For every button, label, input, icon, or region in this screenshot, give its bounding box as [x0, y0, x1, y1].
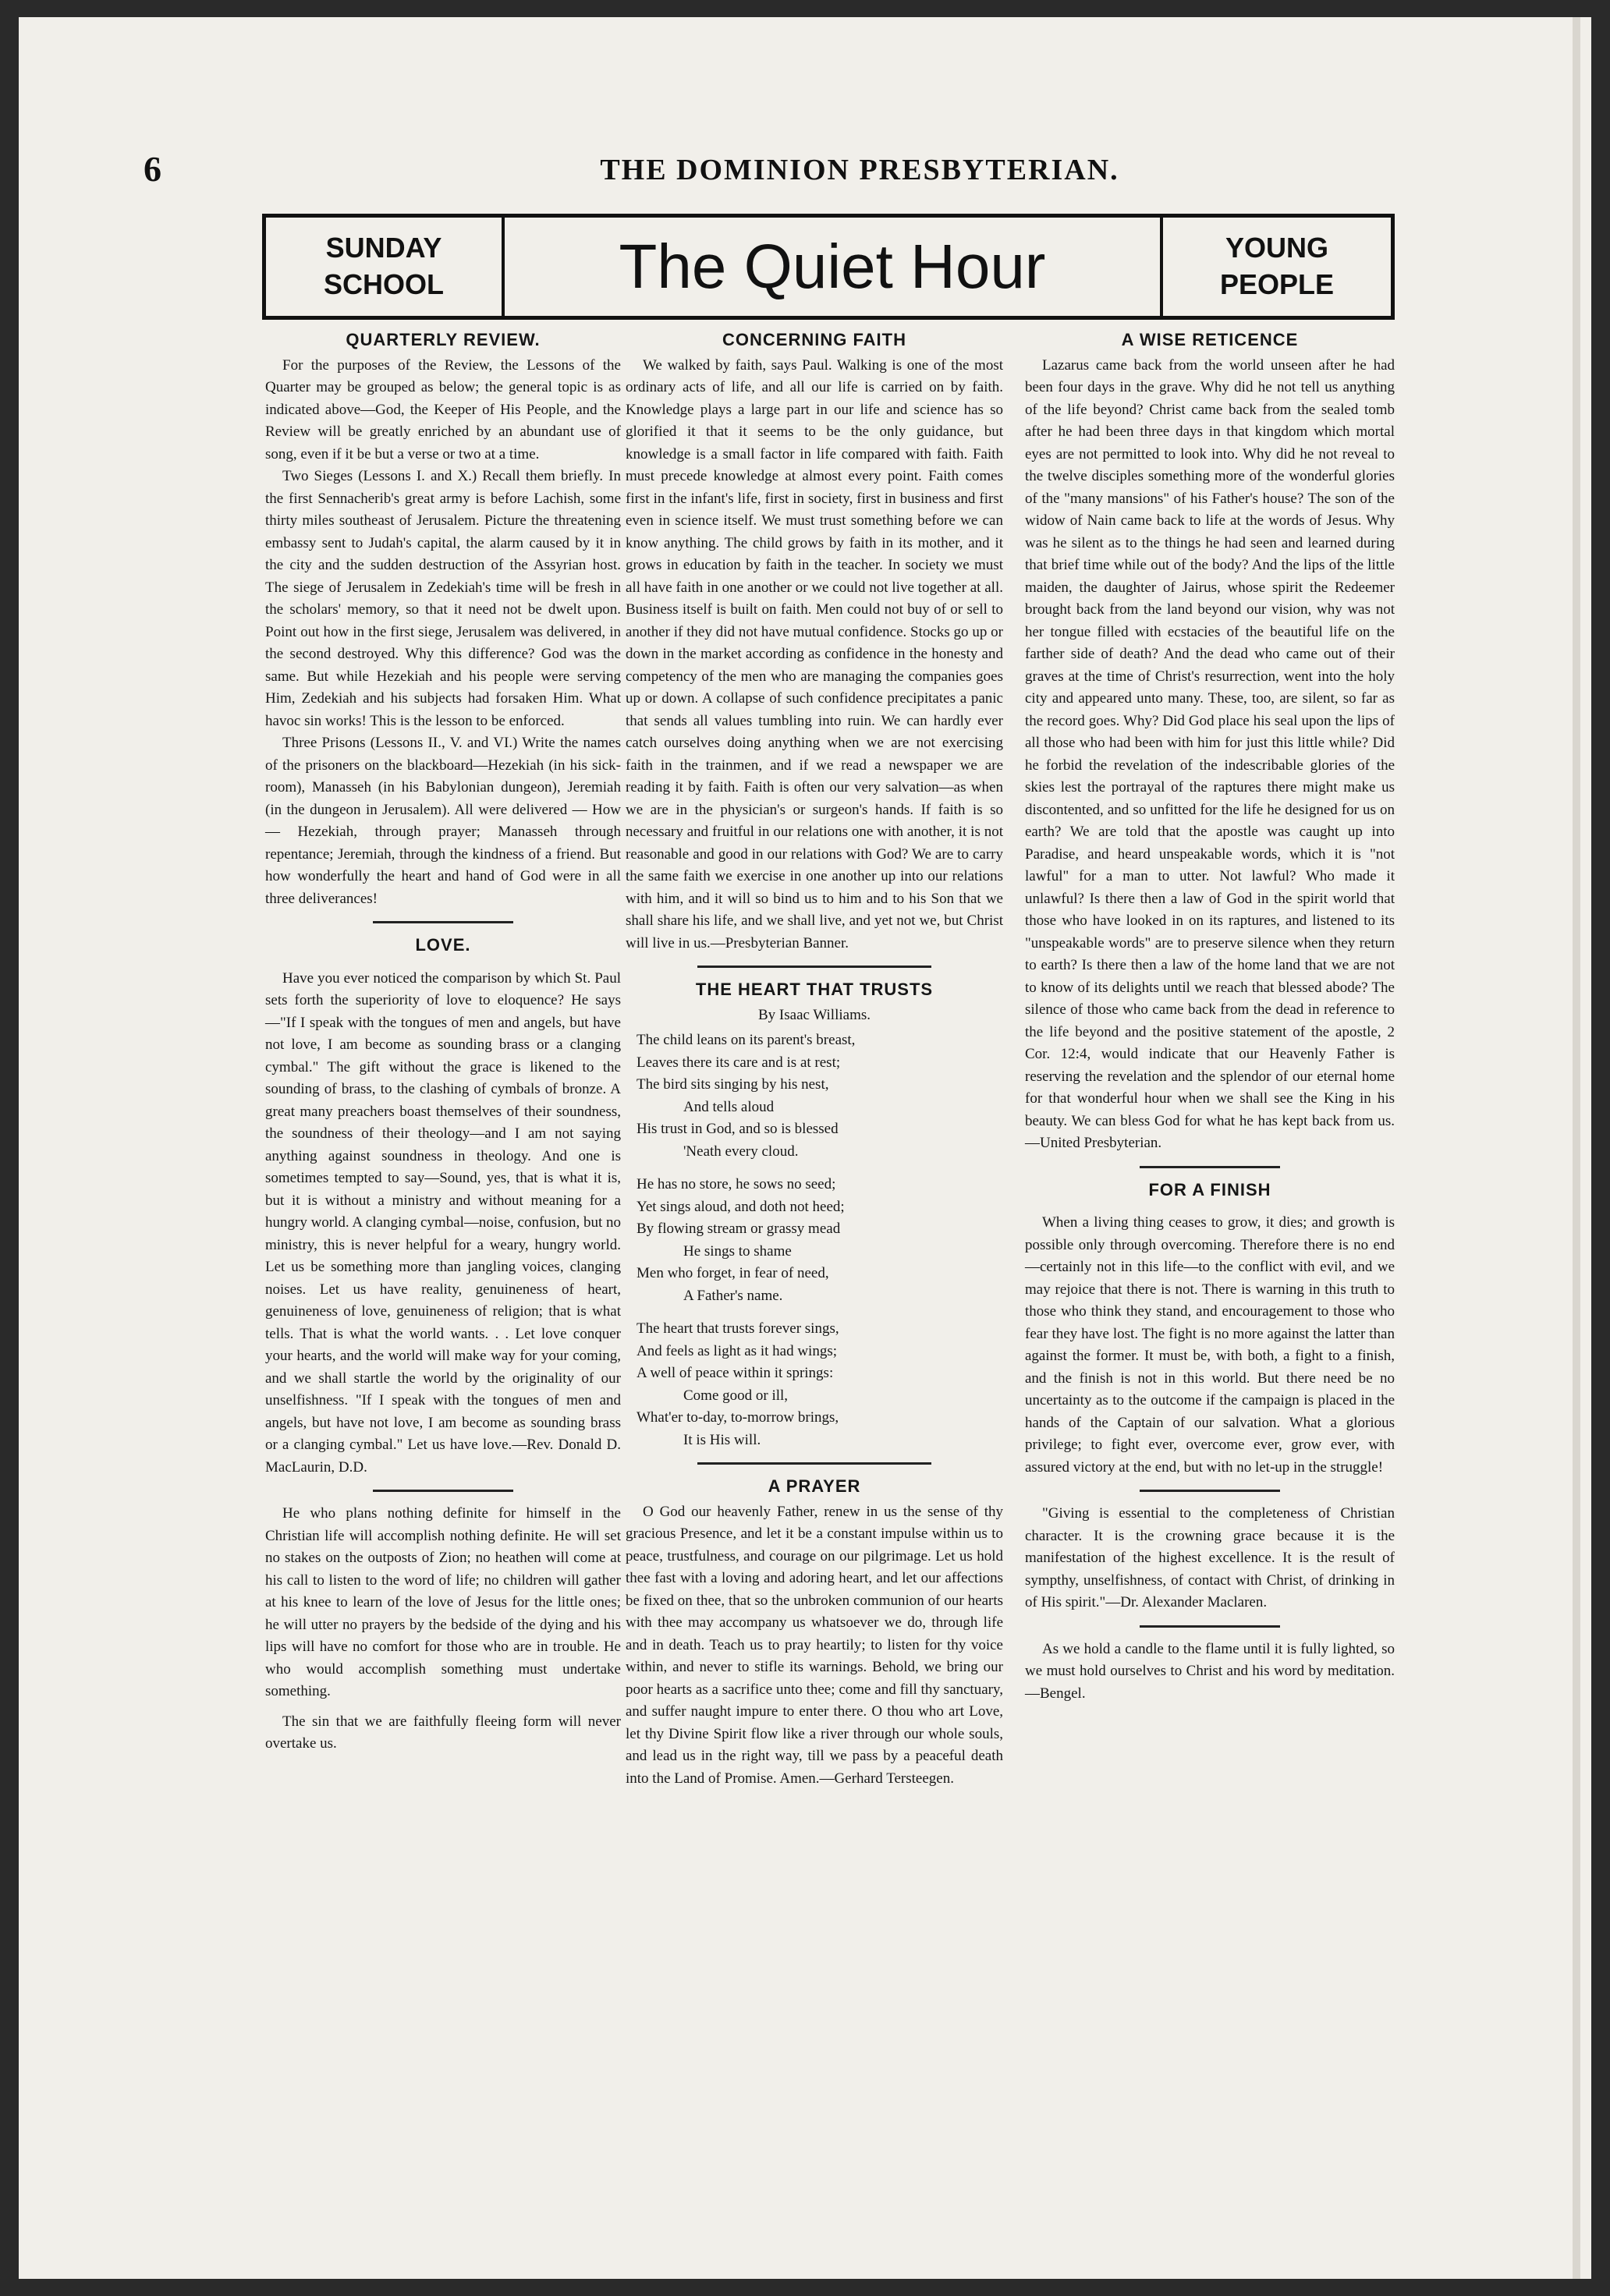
section-banner — [262, 214, 1395, 320]
page-edge-shadow — [1573, 17, 1580, 2279]
banner-school: SCHOOL — [323, 268, 444, 300]
poem-line: The heart that trusts forever sings, — [637, 1320, 839, 1337]
divider-rule — [1140, 1625, 1280, 1628]
for-a-finish-heading: FOR A FINISH — [1148, 1179, 1271, 1199]
poem-line: And tells aloud — [683, 1098, 775, 1115]
poem-line: He has no store, he sows no seed; — [637, 1176, 836, 1192]
love-heading: LOVE. — [415, 935, 471, 955]
quarterly-review-paragraph-3: Three Prisons (Lessons II., V. and VI.) Write the names of the prisoners on the blackboard—Hezekiah (in his sick-room), Manasseh (in his Babylonian dungeon), Jeremiah (in the dungeon in Jerusalem). All were delivered — How— Hezekiah, through prayer; Manasseh through repentance; Jeremiah, through the kindness of a friend. But how wonderfully the heart and hand of God were in all three deliverances! — [265, 735, 621, 907]
banner-left-box — [266, 218, 505, 316]
wise-reticence-paragraph: Lazarus came back from the world unseen after he had been four days in the grave. Why did he not tell us anything of the life beyond? Christ came back from the sealed tomb after he had been three days in that kingdom which mortal eyes are not permitted to look into. Why did he not reveal to the twelve disciples something more of the wonderful glories of the "many mansions" of his Father's house? The son of the widow of Nain came back to life at the words of Jesus. Why was he silent as to the things he had seen and learned during that brief time while out of the body? And the lips of the little maiden, the daughter of Jairus, whose spirit the Redeemer brought back from the land beyond our vision, why was not her tongue filled with ecstacies of the beautiful life on the farther side of death? And the dead who came out of their graves at the time of Christ's resurrection, went into the holy city and appeared unto many. These, too, are silent, so far as the record goes. Why? Did God place his seal upon the lips of all those who had been with him for just this little while? Did he forbid the revelation of the indescribable glories of the skies lest the portrayal of the raptures there might make us discontented, and so unfitted for the life he designed for us on earth? We are told that the apostle was caught up into Paradise, and heard unspeakable words, which it is "not lawful" for a man to utter. Not lawful? Who made it unlawful? Is there then a law of God in the spirit world that those who have looked in on its raptures, and listened to its "unspeakable words" are to preserve silence when they return to earth? Is there then a law of the home land that we are not to know of its delights until we reach that blessed abode? The silence of those who came back from the dead in reference to the life beyond and the positive statement of the apostle, 2 Cor. 12:4, would indicate that our Heavenly Father is reserving the revelation and the splendor of our eternal home for that wonderful hour when we shall see the King in his beauty. We can bless God for what he has kept back from us.—United Presbyterian. — [1025, 356, 1395, 1151]
newspaper-page — [19, 17, 1591, 2279]
divider-rule — [373, 1490, 513, 1492]
poem-line: A well of peace within it springs: — [637, 1365, 834, 1381]
poem-line: Yet sings aloud, and doth not heed; — [637, 1198, 845, 1215]
heart-that-trusts-heading: THE HEART THAT TRUSTS — [695, 980, 934, 999]
concerning-faith-heading: CONCERNING FAITH — [722, 330, 906, 349]
banner-title: The Quiet Hour — [619, 232, 1046, 301]
column-1 — [265, 329, 621, 1756]
poem-line: What'er to-day, to-morrow brings, — [637, 1409, 839, 1426]
plans-paragraph: He who plans nothing definite for himself in the Christian life will accomplish nothing definite. He will set no stakes on the outposts of Zion; no heathen will come at his call to listen to the word of life; no children will gather at his knee to learn of the love of Jesus for the little ones; he will utter no prayers by the bedside of the dying and his lips will have no comfort for those who are in trouble. He who would accomplish something must undertake something. — [265, 1505, 621, 1699]
quarterly-review-paragraph-2: Two Sieges (Lessons I. and X.) Recall them briefly. In the first Sennacherib's great army is before Lachish, some thirty miles southeast of Jerusalem. Picture the threatening embassy sent to Judah's capital, the alarm caused by it in the city and the sudden destruction of the Assyrian host. The siege of Jerusalem in Zedekiah's time will be fresh in the scholars' memory, so that it need not be dwelt upon. Point out how in the first siege, Jerusalem was delivered, in the second destroyed. Why this difference? God was the same. But while Hezekiah and his people were serving Him, Zedekiah and his subjects had forsaken Him. What havoc sin works! This is the lesson to be enforced. — [265, 468, 621, 729]
poem-line: By flowing stream or grassy mead — [637, 1221, 841, 1237]
banner-sunday: SUNDAY — [325, 232, 442, 264]
banner-young: YOUNG — [1225, 232, 1328, 264]
concerning-faith-paragraph: We walked by faith, says Paul. Walking is one of the most ordinary acts of life, and all our life is carried on by faith. Knowledge plays a large part in our life and science has so glorified it that it seems to be the only guidance, but knowledge is a small factor in life compared with faith. Faith must precede knowledge at almost every point. Faith comes first in the infant's life, first in society, first in business and first even in science itself. We must trust something before we can know anything. The child grows by faith in its mother, and it grows in education by faith in the teacher. In society we must all have faith in one another or we could not live together at all. Business itself is built on faith. Men could not buy of or sell to another if they did not have mutual confidence. Stocks go up or down in the market according as confidence in the honesty and competency of the men who are managing the companies goes up or down. A collapse of such confidence precipitates a panic that sends all values tumbling into ruin. We can hardly ever catch ourselves doing anything when we are not exercising faith in the trainmen, and if we read a newspaper we are reading it by faith. Faith is often our very salvation—as when we are in the physician's or surgeon's hands. If faith is so necessary and fruitful in our relations one with another, it is not reasonable and good in our relations with God? We are to carry the same faith we exercise in one another up into our relations with him, and it will so bind us to him and to his Son that we shall share his life, and we shall live, and yet not we, but Christ will live in us.—Presbyterian Banner. — [626, 356, 1003, 951]
prayer-heading: A PRAYER — [768, 1476, 861, 1496]
giving-paragraph: "Giving is essential to the completeness of Christian character. It is the crowning grace because it is the manifestation of the highest excellence. It is the result of sympthy, unselfishness, of contact with Christ, of drinking in of His spirit."—Dr. Alexander Maclaren. — [1025, 1505, 1395, 1610]
poem-line: He sings to shame — [683, 1242, 792, 1260]
divider-rule — [1140, 1490, 1280, 1492]
banner-right-box — [1160, 218, 1391, 316]
poem-byline: By Isaac Williams. — [758, 1006, 871, 1023]
poem-line: Come good or ill, — [683, 1387, 789, 1404]
for-a-finish-paragraph: When a living thing ceases to grow, it dies; and growth is possible only through overcoming. Therefore there is no end—certainly not in this life—to the conflict with evil, and we may rejoice that there is not. There is warning in this truth to those who think they stand, and encouragement to those who fear they have lost. The fight is no more against the latter than against the former. It must be, with both, a fight to a finish, and the finish is not in this world. But there need be no uncertainty as to the outcome if the campaign is placed in the hands of the Captain of our salvation. What a glorious privilege; to fight ever, overcome ever, grow ever, with assured victory at the end, but with no let-up in the struggle! — [1025, 1214, 1395, 1476]
page-number: 6 — [144, 149, 161, 189]
column-3 — [1025, 329, 1395, 1705]
poem-line: The child leans on its parent's breast, — [637, 1032, 856, 1048]
running-head — [19, 148, 1591, 203]
candle-paragraph: As we hold a candle to the flame until it is fully lighted, so we must hold ourselves to Christ and his word by meditation.—Bengel. — [1025, 1640, 1395, 1702]
prayer-paragraph: O God our heavenly Father, renew in us the sense of thy gracious Presence, and let it be a constant impulse within us to peace, trustfulness, and courage on our pilgrimage. Let us hold thee fast with a loving and adoring heart, and let our affections be fixed on thee, that so the unbroken communion of our hearts with thee may accompany us whatsoever we do, through life and in death. Teach us to pray heartily; to listen for thy voice within, and never to stifle its warnings. Behold, we bring our poor hearts as a sacrifice unto thee; come and fill thy sanctuary, and suffer naught impure to enter there. O thou who art Love, let thy Divine Spirit flow like a river through our whole souls, and lead us in the right way, till we pass by a peaceful death into the Land of Promise. Amen.—Gerhard Tersteegen. — [626, 1503, 1003, 1787]
poem-line: Men who forget, in fear of need, — [637, 1265, 829, 1281]
love-paragraph: Have you ever noticed the comparison by which St. Paul sets forth the superiority of love to eloquence? He says—"If I speak with the tongues of men and angels, but have not love, I am become as sounding brass or a clanging cymbal." The gift without the grace is likened to the sounding of brass, to the clashing of cymbals of bronze. A great many preachers boast themselves of their soundness, the soundness of their theology—and I am not saying anything against soundness in theology. And one is sometimes tempted to say—Sound, yes, that is what it is, but it is without a ministry and without meaning for a hungry world. A clanging cymbal—noise, confusion, but no ministry, this is never helpful for a weary, hungry world. Let us be something more than jangling voices, clanging noises. Let us have reality, genuineness of heart, genuineness of love, genuineness of religion; that is what tells. That is what the world wants. . . Let love conquer your hearts, and the world will make way for your coming, and we shall startle the world by the originality of our unselfishness. "If I speak with the tongues of men and angels, but have not love, I am become as sounding brass or a clanging cymbal." Let us have love.—Rev. Donald D. MacLaurin, D.D. — [265, 969, 621, 1476]
wise-reticence-heading: A WISE RETICENCE — [1121, 330, 1299, 349]
banner-people: PEOPLE — [1219, 268, 1335, 300]
quarterly-review-heading: QUARTERLY REVIEW. — [346, 330, 541, 349]
quarterly-review-paragraph-1: For the purposes of the Review, the Lessons of the Quarter may be grouped as below; the general topic is as indicated above—God, the Keeper of His People, and the Review will be greatly enriched by an abundant use of song, even if it be but a verse or two at a time. — [265, 356, 621, 462]
divider-rule — [373, 921, 513, 923]
divider-rule — [697, 1462, 931, 1465]
poem-line: A Father's name. — [683, 1287, 783, 1304]
divider-rule — [1140, 1166, 1280, 1168]
poem-line: 'Neath every cloud. — [683, 1143, 799, 1160]
divider-rule — [697, 966, 931, 968]
column-2 — [626, 329, 1003, 1790]
sin-paragraph: The sin that we are faithfully fleeing form will never overtake us. — [265, 1713, 621, 1752]
poem — [626, 1029, 1003, 1451]
poem-line: And feels as light as it had wings; — [637, 1342, 837, 1359]
poem-line: Leaves there its care and is at rest; — [637, 1054, 841, 1071]
poem-line: The bird sits singing by his nest, — [637, 1076, 829, 1093]
poem-line: His trust in God, and so is blessed — [637, 1121, 839, 1137]
poem-line: It is His will. — [683, 1431, 761, 1448]
journal-title: THE DOMINION PRESBYTERIAN. — [600, 154, 1119, 186]
